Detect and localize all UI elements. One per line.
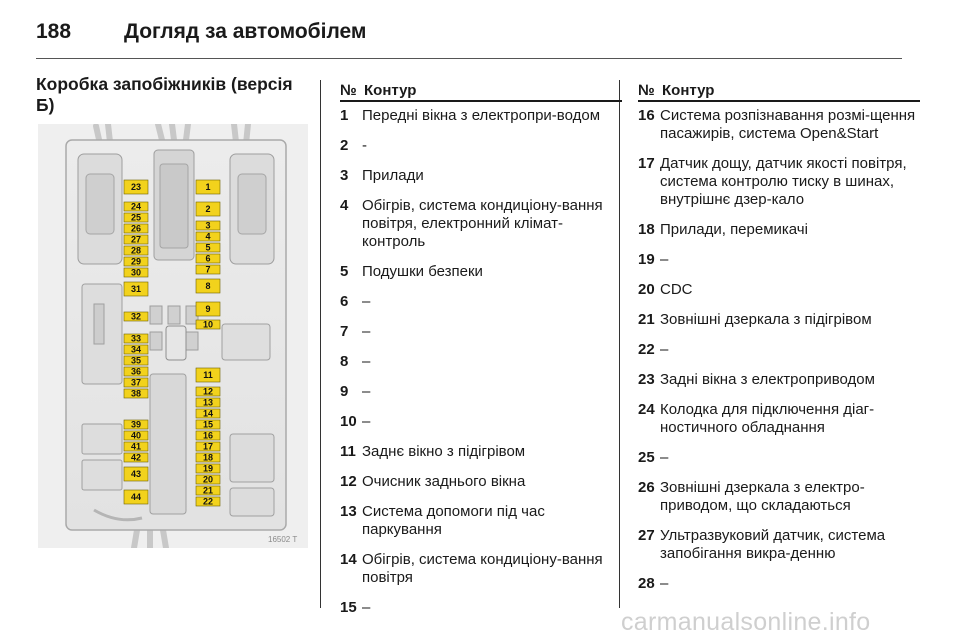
fuse-number: 9 bbox=[340, 383, 349, 400]
circuit-description: Зовнішні дзеркала з підігрівом bbox=[660, 311, 872, 328]
circuit-description: – bbox=[362, 599, 371, 616]
fuse-label: 38 bbox=[130, 388, 142, 399]
fuse-number: 18 bbox=[638, 221, 655, 238]
fuse-label: 27 bbox=[130, 234, 142, 245]
fuse-number: 12 bbox=[340, 473, 357, 490]
circuit-description: – bbox=[660, 251, 669, 268]
fuse-label: 37 bbox=[130, 377, 142, 388]
fuse-number: 15 bbox=[340, 599, 357, 616]
fuse-label: 12 bbox=[202, 386, 214, 397]
fuse-label: 40 bbox=[130, 430, 142, 441]
fuse-label: 39 bbox=[130, 419, 142, 430]
header-circuit: Контур bbox=[662, 82, 715, 99]
table-row bbox=[638, 371, 920, 389]
fuse-number: 24 bbox=[638, 401, 655, 418]
fuse-label: 34 bbox=[130, 344, 142, 355]
circuit-description: – bbox=[660, 341, 669, 358]
column-divider-left bbox=[320, 80, 321, 608]
table-header bbox=[638, 82, 920, 102]
table-row bbox=[638, 311, 920, 329]
fuse-label: 14 bbox=[202, 408, 214, 419]
fuse-label: 32 bbox=[130, 311, 142, 322]
fuse-number: 3 bbox=[340, 167, 349, 184]
circuit-description: Прилади bbox=[362, 167, 424, 184]
fuse-label: 25 bbox=[130, 212, 142, 223]
fuse-label: 31 bbox=[130, 284, 142, 295]
table-row bbox=[340, 443, 622, 461]
circuit-description: Передні вікна з електропри-водом bbox=[362, 107, 601, 124]
fuse-label: 30 bbox=[130, 267, 142, 278]
table-row bbox=[340, 167, 622, 185]
fuse-table-column-2 bbox=[638, 82, 920, 593]
table-row bbox=[340, 353, 622, 371]
circuit-description: – bbox=[660, 449, 669, 466]
circuit-description: – bbox=[660, 575, 669, 592]
table-row bbox=[340, 137, 622, 155]
fuse-label: 18 bbox=[202, 452, 214, 463]
table-row bbox=[340, 197, 622, 251]
fuse-number: 8 bbox=[340, 353, 349, 370]
table-row bbox=[340, 599, 622, 617]
fuse-number: 23 bbox=[638, 371, 655, 388]
circuit-description: – bbox=[362, 323, 371, 340]
fuse-label: 2 bbox=[205, 204, 211, 215]
table-row bbox=[638, 341, 920, 359]
circuit-description: – bbox=[362, 293, 371, 310]
table-row bbox=[638, 449, 920, 467]
fuse-label: 35 bbox=[130, 355, 142, 366]
circuit-description: - bbox=[362, 137, 367, 154]
header-no: № bbox=[340, 82, 357, 99]
table-row bbox=[638, 155, 920, 209]
circuit-description: Система розпізнавання розмі-щення пасажирів, система Open&Start bbox=[660, 107, 916, 142]
fuse-label: 5 bbox=[205, 242, 211, 253]
fuse-label: 43 bbox=[130, 469, 142, 480]
circuit-description: Обігрів, система кондиціону-вання повітря, електронний клімат-контроль bbox=[362, 197, 603, 250]
circuit-description: CDC bbox=[660, 281, 693, 298]
table-row bbox=[340, 503, 622, 539]
circuit-description: Зовнішні дзеркала з електро-приводом, що складаються bbox=[660, 479, 865, 514]
fuse-label: 20 bbox=[202, 474, 214, 485]
fuse-number: 5 bbox=[340, 263, 349, 280]
table-row bbox=[638, 527, 920, 563]
fuse-number: 25 bbox=[638, 449, 655, 466]
fuse-label: 9 bbox=[205, 304, 211, 315]
fuse-number: 6 bbox=[340, 293, 349, 310]
header-circuit: Контур bbox=[364, 82, 417, 99]
circuit-description: – bbox=[362, 383, 371, 400]
fuse-label: 21 bbox=[202, 485, 214, 496]
fuse-number: 2 bbox=[340, 137, 349, 154]
table-header bbox=[340, 82, 622, 102]
table-row bbox=[638, 479, 920, 515]
figure-code: 16502 T bbox=[268, 535, 298, 544]
fuse-label: 8 bbox=[205, 281, 211, 292]
header-divider bbox=[36, 58, 902, 59]
fuse-box-diagram bbox=[38, 124, 308, 548]
fuse-number: 11 bbox=[340, 443, 356, 460]
fuse-label: 1 bbox=[205, 182, 211, 193]
circuit-description: Система допомоги під час паркування bbox=[362, 503, 545, 538]
table-row bbox=[638, 575, 920, 593]
table-row bbox=[340, 323, 622, 341]
fuse-label: 13 bbox=[202, 397, 214, 408]
page-title: Догляд за автомобілем bbox=[124, 20, 367, 43]
circuit-description: Прилади, перемикачі bbox=[660, 221, 808, 238]
table-row bbox=[638, 281, 920, 299]
circuit-description: Обігрів, система кондиціону-вання повітря bbox=[362, 551, 603, 586]
fuse-label: 15 bbox=[202, 419, 214, 430]
circuit-description: Заднє вікно з підігрівом bbox=[362, 443, 526, 460]
fuse-label: 44 bbox=[130, 492, 142, 503]
circuit-description: Очисник заднього вікна bbox=[362, 473, 526, 490]
fuse-label: 26 bbox=[130, 223, 142, 234]
fuse-number: 21 bbox=[638, 311, 655, 328]
table-row bbox=[340, 107, 622, 125]
fuse-label: 33 bbox=[130, 333, 142, 344]
circuit-description: – bbox=[362, 353, 371, 370]
table-row bbox=[340, 473, 622, 491]
table-row bbox=[638, 107, 920, 143]
fuse-label: 22 bbox=[202, 496, 214, 507]
fuse-number: 13 bbox=[340, 503, 357, 520]
watermark: carmanualsonline.info bbox=[621, 608, 871, 636]
circuit-description: Задні вікна з електроприводом bbox=[660, 371, 875, 388]
fuse-label: 3 bbox=[205, 220, 211, 231]
fuse-number: 20 bbox=[638, 281, 655, 298]
fuse-number: 26 bbox=[638, 479, 655, 496]
fuse-number: 28 bbox=[638, 575, 655, 592]
fuse-label: 4 bbox=[205, 231, 211, 242]
circuit-description: – bbox=[362, 413, 371, 430]
page-header bbox=[36, 20, 366, 44]
section-title: Коробка запобіжників (версія Б) bbox=[36, 74, 293, 115]
fuse-number: 7 bbox=[340, 323, 349, 340]
fuse-number: 19 bbox=[638, 251, 655, 268]
header-no: № bbox=[638, 82, 655, 99]
table-row bbox=[340, 263, 622, 281]
table-row bbox=[340, 293, 622, 311]
fuse-label: 7 bbox=[205, 264, 211, 275]
circuit-description: Ультразвуковий датчик, система запобігання викра-денню bbox=[660, 527, 886, 562]
circuit-description: Датчик дощу, датчик якості повітря, система контролю тиску в шинах, внутрішнє дзер-кало bbox=[660, 155, 907, 208]
fuse-number: 17 bbox=[638, 155, 655, 172]
page-number: 188 bbox=[36, 20, 72, 43]
fuse-label: 41 bbox=[130, 441, 142, 452]
table-row bbox=[638, 251, 920, 269]
fuse-label: 36 bbox=[130, 366, 142, 377]
circuit-description: Подушки безпеки bbox=[362, 263, 483, 280]
fuse-label: 16 bbox=[202, 430, 214, 441]
fuse-number: 1 bbox=[340, 107, 349, 124]
circuit-description: Колодка для підключення діаг-ностичного обладнання bbox=[660, 401, 875, 436]
table-row bbox=[638, 221, 920, 239]
fuse-number: 27 bbox=[638, 527, 655, 544]
fuse-label: 23 bbox=[130, 182, 142, 193]
fuse-label: 19 bbox=[202, 463, 214, 474]
fuse-label: 10 bbox=[202, 319, 214, 330]
table-row bbox=[340, 551, 622, 587]
fuse-label: 29 bbox=[130, 256, 142, 267]
fuse-number: 22 bbox=[638, 341, 655, 358]
fuse-table-column-1 bbox=[340, 82, 622, 617]
fuse-label: 42 bbox=[130, 452, 142, 463]
fuse-label: 11 bbox=[203, 370, 213, 381]
table-row bbox=[638, 401, 920, 437]
fuse-number: 10 bbox=[340, 413, 357, 430]
table-row bbox=[340, 383, 622, 401]
fuse-label: 17 bbox=[202, 441, 214, 452]
fuse-number: 4 bbox=[340, 197, 349, 214]
table-row bbox=[340, 413, 622, 431]
fuse-number: 16 bbox=[638, 107, 655, 124]
fuse-number: 14 bbox=[340, 551, 357, 568]
fuse-label: 24 bbox=[130, 201, 142, 212]
fuse-label: 6 bbox=[205, 253, 211, 264]
fuse-label: 28 bbox=[130, 245, 142, 256]
